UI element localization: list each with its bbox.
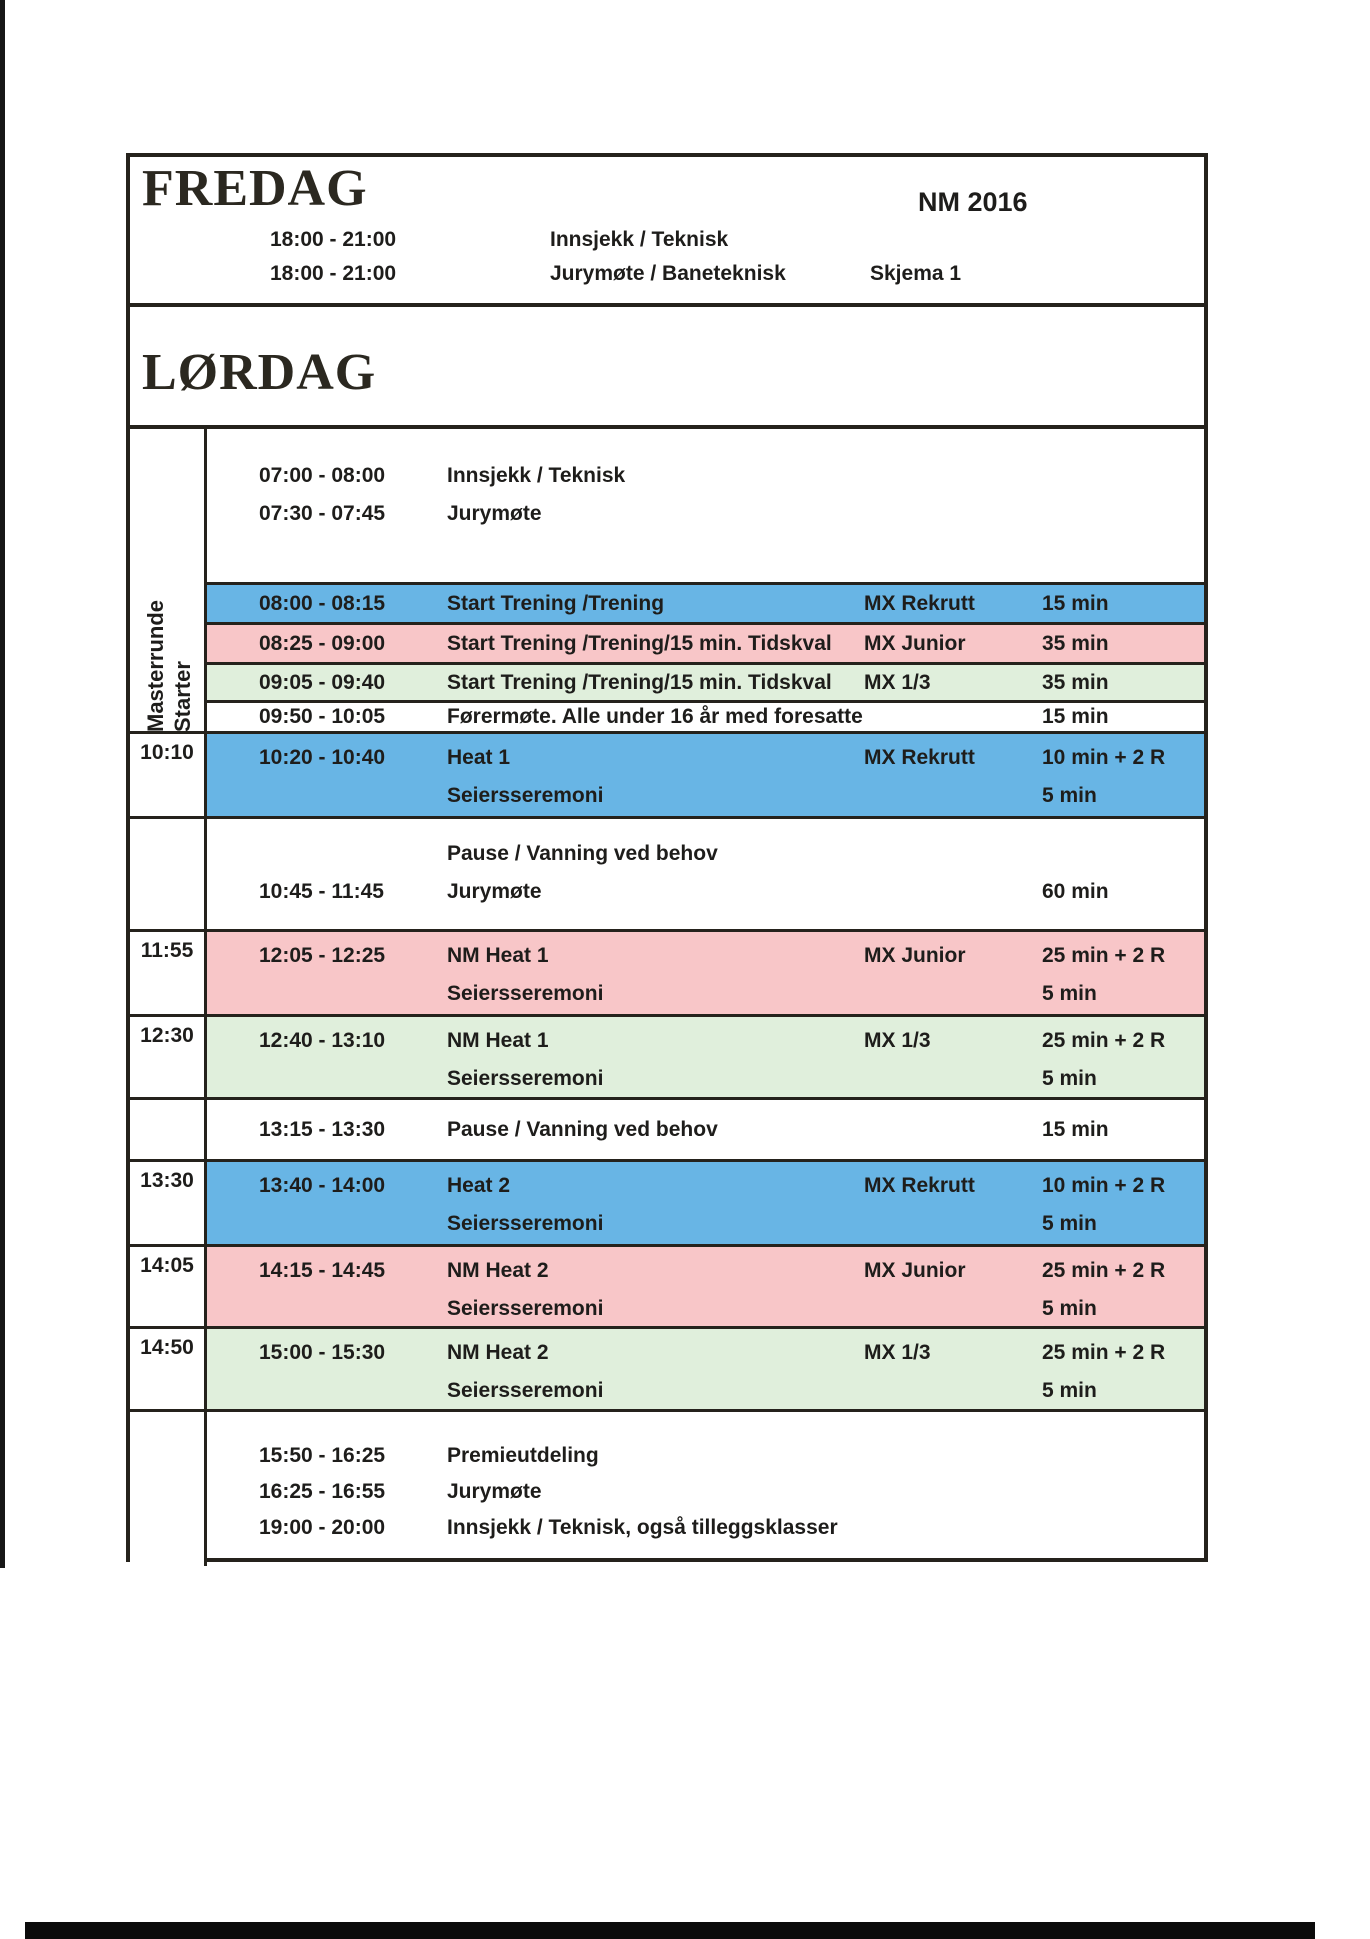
start-time-cell: 11:55	[130, 929, 207, 1014]
class-label	[864, 777, 1042, 815]
schedule-row	[207, 937, 1204, 975]
band-content	[207, 582, 1204, 622]
class-label	[864, 1205, 1042, 1243]
band-content	[207, 622, 1204, 662]
time-range: 18:00 - 21:00	[270, 228, 397, 251]
band-content	[207, 929, 1204, 1014]
activity-label: NM Heat 1	[447, 1029, 549, 1052]
note-label	[870, 223, 1204, 257]
time-range: 14:15 - 14:45	[259, 1259, 386, 1282]
duration-label	[1042, 1510, 1204, 1546]
class-label: MX 1/3	[864, 1029, 931, 1052]
activity-label: Jurymøte / Baneteknisk	[550, 262, 786, 285]
time-range: 12:05 - 12:25	[259, 944, 386, 967]
saturday-schedule	[130, 429, 1204, 1566]
schedule-row	[207, 1510, 1204, 1546]
activity-label: Innsjekk / Teknisk	[447, 464, 626, 487]
class-label	[864, 1290, 1042, 1328]
class-label: MX 1/3	[864, 670, 931, 694]
duration-label: 35 min	[1042, 670, 1109, 694]
schedule-band-heat1-rekrutt	[130, 731, 1204, 816]
schedule-row	[207, 1167, 1204, 1205]
activity-label: Innsjekk / Teknisk, også tilleggsklasser	[447, 1516, 838, 1539]
schedule-row	[207, 625, 1204, 663]
activity-label: Seiersseremoni	[447, 1067, 604, 1090]
activity-label: Jurymøte	[447, 502, 542, 525]
class-label	[864, 1111, 1042, 1149]
activity-label: Seiersseremoni	[447, 1379, 604, 1402]
activity-label: Start Trening /Trening	[447, 591, 665, 615]
class-label: MX Junior	[864, 631, 966, 655]
class-label: MX Rekrutt	[864, 591, 975, 615]
time-range: 12:40 - 13:10	[259, 1029, 386, 1052]
class-label: MX Junior	[864, 1259, 966, 1282]
band-content	[207, 429, 1204, 582]
schedule-band-nmheat2-mx13	[130, 1326, 1204, 1409]
time-range: 19:00 - 20:00	[259, 1516, 386, 1539]
scan-edge-artifact-bottom	[25, 1922, 1315, 1939]
schedule-row	[207, 1060, 1204, 1098]
start-time-cell	[130, 429, 207, 582]
activity-label: NM Heat 1	[447, 944, 549, 967]
start-time-cell: 12:30	[130, 1014, 207, 1097]
class-label	[864, 1510, 1042, 1546]
duration-label: 60 min	[1042, 880, 1109, 903]
time-range	[207, 777, 447, 815]
schedule-band-nmheat2-junior	[130, 1244, 1204, 1326]
activity-label: Heat 1	[447, 746, 511, 769]
time-range: 09:05 - 09:40	[259, 670, 386, 694]
time-range: 18:00 - 21:00	[270, 262, 397, 285]
schedule-row	[207, 457, 1204, 495]
schedule-band-training-junior	[130, 622, 1204, 662]
schedule-band-morning	[130, 429, 1204, 582]
class-label	[864, 975, 1042, 1013]
start-time-cell: 13:30	[130, 1159, 207, 1244]
activity-label: Seiersseremoni	[447, 1212, 604, 1235]
schedule-document	[126, 153, 1208, 1562]
activity-label: Innsjekk / Teknisk	[550, 228, 729, 251]
duration-label: 15 min	[1042, 1117, 1109, 1141]
start-time-cell: 14:50	[130, 1326, 207, 1409]
class-label	[864, 873, 1042, 911]
duration-label	[1042, 495, 1204, 533]
schedule-row	[207, 1372, 1204, 1410]
duration-label	[1042, 835, 1204, 873]
class-label	[864, 1060, 1042, 1098]
band-content	[207, 700, 1204, 731]
start-time-cell	[130, 1409, 207, 1566]
time-range	[207, 1372, 447, 1410]
time-range: 10:45 - 11:45	[259, 880, 384, 903]
time-range: 15:50 - 16:25	[259, 1444, 386, 1467]
saturday-header	[130, 307, 1204, 429]
class-label: MX Junior	[864, 944, 966, 967]
friday-rows	[130, 223, 1204, 291]
duration-label: 5 min	[1042, 1379, 1097, 1402]
band-content	[207, 1244, 1204, 1326]
schedule-row	[207, 739, 1204, 777]
class-label	[864, 1372, 1042, 1410]
start-time-cell	[130, 816, 207, 929]
start-time-cell: 10:10	[130, 731, 207, 816]
side-label	[132, 567, 207, 732]
band-content	[207, 1326, 1204, 1409]
schedule-band-heat2-rekrutt	[130, 1159, 1204, 1244]
class-label	[864, 835, 1042, 873]
duration-label: 10 min + 2 R	[1042, 1174, 1166, 1197]
class-label	[864, 495, 1042, 533]
duration-label: 35 min	[1042, 631, 1109, 655]
band-content	[207, 1159, 1204, 1244]
time-range	[207, 975, 447, 1013]
class-label	[864, 703, 1042, 731]
duration-label: 25 min + 2 R	[1042, 1341, 1166, 1364]
activity-label: NM Heat 2	[447, 1341, 549, 1364]
event-name: NM 2016	[918, 187, 1028, 217]
friday-title: FREDAG	[142, 160, 368, 217]
time-range: 08:25 - 09:00	[259, 631, 386, 655]
duration-label: 10 min + 2 R	[1042, 746, 1166, 769]
class-label: MX Rekrutt	[864, 1174, 975, 1197]
schedule-row	[207, 1205, 1204, 1243]
duration-label: 5 min	[1042, 982, 1097, 1005]
scan-edge-artifact-left	[0, 0, 5, 1568]
time-range	[207, 835, 447, 873]
side-label-starter: Starter	[169, 661, 195, 732]
schedule-row	[207, 1474, 1204, 1510]
duration-label: 5 min	[1042, 784, 1097, 807]
schedule-row	[207, 1334, 1204, 1372]
schedule-band-ridermeeting	[130, 700, 1204, 731]
activity-label: Seiersseremoni	[447, 1297, 604, 1320]
schedule-row	[207, 975, 1204, 1013]
duration-label: 25 min + 2 R	[1042, 944, 1166, 967]
duration-label: 15 min	[1042, 705, 1109, 728]
class-label	[864, 457, 1042, 495]
time-range	[207, 1060, 447, 1098]
schedule-row	[207, 703, 1204, 731]
schedule-row	[130, 257, 1204, 291]
start-time-cell	[130, 1097, 207, 1159]
duration-label	[1042, 1438, 1204, 1474]
class-label: MX Rekrutt	[864, 746, 975, 769]
schedule-band-training-rekrutt	[130, 582, 1204, 622]
time-range: 07:30 - 07:45	[259, 502, 386, 525]
activity-label: Seiersseremoni	[447, 784, 604, 807]
schedule-row	[207, 1290, 1204, 1328]
schedule-row	[207, 1111, 1204, 1149]
schedule-band-pause1	[130, 816, 1204, 929]
side-label-masterrunde: Masterrunde	[143, 599, 169, 732]
note-label: Skjema 1	[870, 262, 962, 285]
time-range	[207, 1290, 447, 1328]
time-range: 08:00 - 08:15	[259, 591, 386, 615]
time-range: 09:50 - 10:05	[259, 705, 386, 728]
schedule-band-pause2	[130, 1097, 1204, 1159]
schedule-row	[207, 1438, 1204, 1474]
schedule-row	[207, 585, 1204, 623]
activity-label: Jurymøte	[447, 880, 542, 903]
schedule-row	[207, 1252, 1204, 1290]
schedule-row	[207, 777, 1204, 815]
band-content	[207, 1097, 1204, 1159]
schedule-band-evening	[130, 1409, 1204, 1566]
band-content	[207, 1014, 1204, 1097]
schedule-row	[207, 1022, 1204, 1060]
time-range	[207, 1205, 447, 1243]
activity-label: Jurymøte	[447, 1480, 542, 1503]
class-label: MX 1/3	[864, 1341, 931, 1364]
duration-label: 5 min	[1042, 1067, 1097, 1090]
activity-label: Premieutdeling	[447, 1444, 599, 1467]
time-range: 16:25 - 16:55	[259, 1480, 386, 1503]
schedule-row	[207, 835, 1204, 873]
schedule-band-training-mx13	[130, 662, 1204, 700]
activity-label: Pause / Vanning ved behov	[447, 1117, 718, 1141]
friday-section	[130, 157, 1204, 307]
activity-label: Pause / Vanning ved behov	[447, 842, 718, 865]
start-time-cell: 14:05	[130, 1244, 207, 1326]
activity-label: Heat 2	[447, 1174, 511, 1197]
time-range: 15:00 - 15:30	[259, 1341, 386, 1364]
band-content	[207, 731, 1204, 816]
schedule-band-nmheat1-mx13	[130, 1014, 1204, 1097]
activity-label: Førermøte. Alle under 16 år med foresatte	[447, 705, 863, 728]
time-range: 10:20 - 10:40	[259, 746, 386, 769]
duration-label	[1042, 1474, 1204, 1510]
duration-label: 25 min + 2 R	[1042, 1029, 1166, 1052]
time-range: 13:40 - 14:00	[259, 1174, 386, 1197]
schedule-row	[130, 223, 1204, 257]
saturday-title: LØRDAG	[142, 344, 377, 401]
activity-label: Seiersseremoni	[447, 982, 604, 1005]
band-content	[207, 1409, 1204, 1566]
schedule-row	[207, 664, 1204, 702]
duration-label: 5 min	[1042, 1212, 1097, 1235]
schedule-row	[207, 495, 1204, 533]
duration-label: 5 min	[1042, 1297, 1097, 1320]
time-range: 07:00 - 08:00	[259, 464, 386, 487]
band-content	[207, 662, 1204, 700]
class-label	[864, 1474, 1042, 1510]
duration-label: 25 min + 2 R	[1042, 1259, 1166, 1282]
duration-label	[1042, 457, 1204, 495]
activity-label: NM Heat 2	[447, 1259, 549, 1282]
activity-label: Start Trening /Trening/15 min. Tidskval	[447, 670, 832, 694]
schedule-band-nmheat1-junior	[130, 929, 1204, 1014]
activity-label: Start Trening /Trening/15 min. Tidskval	[447, 631, 832, 655]
band-content	[207, 816, 1204, 929]
time-range: 13:15 - 13:30	[259, 1117, 386, 1141]
duration-label: 15 min	[1042, 591, 1109, 615]
schedule-row	[207, 873, 1204, 911]
class-label	[864, 1438, 1042, 1474]
